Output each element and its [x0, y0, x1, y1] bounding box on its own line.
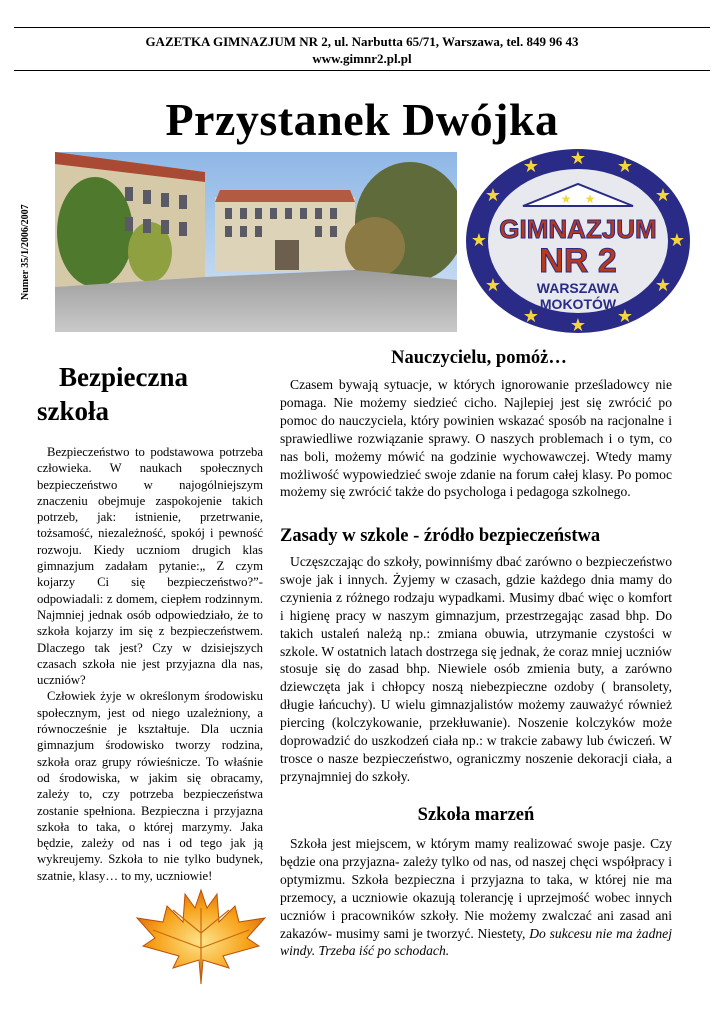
article-safe-school — [37, 360, 263, 884]
svg-text:★: ★ — [654, 185, 672, 205]
article-dream-body: Szkoła jest miejscem, w którym mamy realizować swoje pasje. Czy będzie ona przyjazna- zależy tylko od nas, od naszej chęci współpracy i optymizmu. Szkoła bezpieczna i przyjazna to taka, w której nie ma przemocy, a uczniowie okazują tolerancję i uprzejmość wobec innych uczniów i pracowników szkoły. Nie możemy zwalczać ani zasad ani zakazów- musimy sami je tworzyć. Niestety, Do sukcesu nie ma żadnej windy. Trzeba iść po schodach. — [280, 836, 672, 959]
svg-text:★: ★ — [560, 192, 572, 206]
article-rules-heading: Zasady w szkole - źródło bezpieczeństwa — [280, 526, 601, 546]
svg-text:★: ★ — [569, 148, 587, 168]
logo-word-mokotow: MOKOTÓW — [539, 296, 617, 312]
svg-text:★: ★ — [522, 156, 540, 176]
svg-text:★: ★ — [668, 230, 686, 250]
svg-text:★: ★ — [470, 230, 488, 250]
top-rule — [14, 27, 710, 28]
svg-text:★: ★ — [654, 275, 672, 295]
article-dream-quote: Do sukcesu nie ma żadnej windy. Trzeba iść po schodach. — [280, 925, 672, 959]
article-dream-school — [280, 803, 672, 960]
article-safe-school-body: Bezpieczeństwo to podstawowa potrzeba człowieka. W naukach społecznych bezpieczeństwo w najogólniejszym znaczeniu obejmuje zaspokojenie takich potrzeb, jak: istnienie, przetrwanie, tożsamość, niezależność, spokój i pewność rozwoju. Kiedy uczniom drugich klas gimnazjum zadałam pytanie:„ Z czym kojarzy Ci się bezpieczeństwo?”- odpowiadali: z domem, ciepłem rodzinnym. Najmniej jednak osób odpowiedziało, że to szkoła kojarzy im się z bezpieczeństwem. Dlaczego tak jest? Czy w dzisiejszych czasach szkoła nie jest przyjazna dla nas, uczniów? Człowiek żyje w określonym środowisku społecznym, jest od niego uzależniony, a równocześnie je kształtuje. Dla ucznia gimnazjum środowisko tworzy rodzina, szkoła oraz grupy rówieśnicze. To właśnie od środowiska, w jakim się obracamy, zależy to, czy potrzeba bezpieczeństwa zostanie spełniona. Bezpieczna i przyjazna szkoła to taka, o której marzymy. Jaka będzie, zależy od nas i od tego jak ją wykreujemy. Szkoła to nie tylko budynek, szatnie, klasy… to my, uczniowie! — [37, 445, 263, 883]
article-teacher-heading: Nauczycielu, pomóż… — [391, 348, 567, 368]
issue-number: Numer 35/1/2006/2007 — [20, 204, 31, 300]
logo-word-gimnazjum: GIMNAZJUM — [499, 214, 657, 244]
logo-word-nr2: NR 2 — [539, 242, 617, 280]
svg-text:★: ★ — [584, 192, 596, 206]
logo-word-warszawa: WARSZAWA — [536, 280, 620, 296]
masthead-rule — [14, 70, 710, 71]
svg-text:★: ★ — [569, 315, 587, 335]
masthead-contact: GAZETKA GIMNAZJUM NR 2, ul. Narbutta 65/71, Warszawa, tel. 849 96 43 — [145, 34, 579, 49]
article-teacher-body: Czasem bywają sytuacje, w których ignorowanie prześladowcy nie pomaga. Nie możemy siedzieć cicho. Najlepiej jest się zwrócić po pomoc do nauczyciela, który powinien wskazać sposób na racjonalne i sprawiedliwe rozwiązanie sprawy. O naszych problemach i o tym, co nas boli, możemy mówić na godzinie wychowawczej. Wtedy mamy możliwość wypowiedzieć swoje zdanie na forum całej klasy. Po pomoc możemy się zwrócić także do psychologa i pedagoga szkolnego. — [280, 377, 672, 500]
masthead-website: www.gimnr2.pl.pl — [312, 51, 412, 66]
svg-text:★: ★ — [484, 275, 502, 295]
svg-text:★: ★ — [616, 156, 634, 176]
maple-leaf-illustration — [133, 888, 269, 988]
article-rules — [280, 524, 672, 786]
svg-text:★: ★ — [616, 306, 634, 326]
svg-text:★: ★ — [522, 306, 540, 326]
article-dream-heading: Szkoła marzeń — [417, 805, 535, 825]
article-teacher — [280, 346, 672, 501]
svg-text:★: ★ — [484, 185, 502, 205]
article-rules-body: Uczęszczając do szkoły, powinniśmy dbać zarówno o bezpieczeństwo swoje jak i innych. Żyjemy w czasach, gdzie każdego dnia mamy do czynienia z różnego rodzaju wypadkami. Musimy dbać więc o komfort i higienę pracy w naszym gimnazjum, przestrzegając zasad bhp. Do takich ustaleń należą np.: zmiana obuwia, utrzymanie czystości w szkole. W ostatnich latach dostrzega się jednak, że coraz mniej uczniów stosuje się do zasad bhp. Niewiele osób zmienia buty, a zarówno dziewczęta jak i chłopcy noszą niebezpieczne ozdoby ( bransolety, długie łańcuchy). U wielu gimnazjalistów możemy zauważyć również piercing (kolczykowanie, przekłuwanie). Noszenie kolczyków może doprowadzić do uszkodzeń ciała np.: w trakcie zabawy lub ćwiczeń. W trosce o nasze bezpieczeństwo, ograniczmy noszenie dekoracji ciała, a przynajmniej do szkoły. — [280, 554, 672, 784]
newspaper-title: Przystanek Dwójka — [165, 94, 559, 145]
school-photo — [55, 152, 457, 332]
school-logo — [463, 146, 693, 336]
article-safe-school-heading: Bezpieczna szkoła — [37, 362, 188, 426]
